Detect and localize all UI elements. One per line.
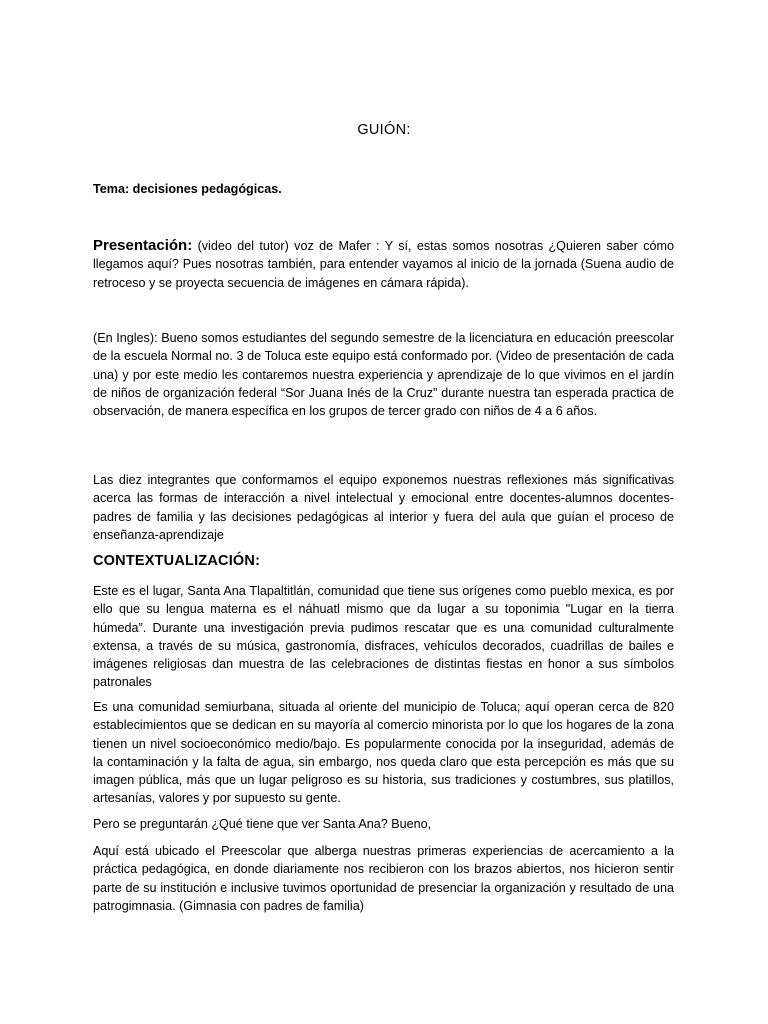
english-intro-paragraph: (En Ingles): Bueno somos estudiantes del segundo semestre de la licenciatura en educación preescolar de la escuela Normal no. 3 de Toluca este equipo está conformado por. (Video de presentación de cada una) y por este medio les contaremos nuestra experiencia y aprendizaje de lo que vivimos en el jardín de niños de organización federal “Sor Juana Inés de la Cruz” durante nuestra tan esperada practica de observación, de manera específica en los grupos de tercer grado con niños de 4 a 6 años.	[93, 331, 674, 419]
context-paragraph-2: Es una comunidad semiurbana, situada al oriente del municipio de Toluca; aquí operan cerca de 820 establecimientos que se dedican en su mayoría al comercio minorista por lo que los hogares de la zona tienen un nivel socioeconómico medio/bajo. Es popularmente conocida por la inseguridad, además de la contaminación y la falta de agua, sin embargo, nos queda claro que esta percepción es más que su imagen pública, más que un lugar peligroso es su historia, sus tradiciones y costumbres, sus platillos, artesanías, valores y por supuesto su gente.	[93, 700, 674, 806]
presentation-paragraph	[93, 237, 674, 292]
document-title: GUIÓN:	[357, 122, 411, 138]
topic-line: Tema: decisiones pedagógicas.	[93, 182, 282, 196]
context-paragraph-4: Aquí está ubicado el Preescolar que alberga nuestras primeras experiencias de acercamiento a la práctica pedagógica, en donde diariamente nos recibieron con los brazos abiertos, nos hicieron sentir parte de su institución e inclusive tuvimos oportunidad de presenciar la organización y resultado de una patrogimnasia. (Gimnasia con padres de familia)	[93, 844, 674, 913]
context-paragraph-3: Pero se preguntarán ¿Qué tiene que ver Santa Ana? Bueno,	[93, 817, 432, 831]
presentation-text: (video del tutor) voz de Mafer : Y sí, estas somos nosotras ¿Quieren saber cómo llegamos aquí? Pues nosotras también, para entender vayamos al inicio de la jornada (Suena audio de retroceso y se proyecta secuencia de imágenes en cámara rápida).	[93, 239, 674, 290]
presentation-label: Presentación:	[93, 237, 193, 254]
contextualization-heading: CONTEXTUALIZACIÓN:	[93, 553, 261, 569]
team-reflection-paragraph: Las diez integrantes que conformamos el equipo exponemos nuestras reflexiones más significativas acerca las formas de interacción a nivel intelectual y emocional entre docentes-alumnos docentes-padres de familia y las decisiones pedagógicas al interior y fuera del aula que guían el proceso de enseñanza-aprendizaje	[93, 473, 674, 542]
context-paragraph-1: Este es el lugar, Santa Ana Tlapaltitlán, comunidad que tiene sus orígenes como pueblo mexica, es por ello que su lengua materna es el náhuatl mismo que da lugar a su toponimia "Lugar en la tierra húmeda”. Durante una investigación previa pudimos rescatar que es una comunidad culturalmente extensa, a través de su música, gastronomía, disfraces, vehículos decorados, cuadrillas de bailes e imágenes religiosas dan muestra de las celebraciones de distintas fiestas en honor a sus símbolos patronales	[93, 584, 674, 690]
